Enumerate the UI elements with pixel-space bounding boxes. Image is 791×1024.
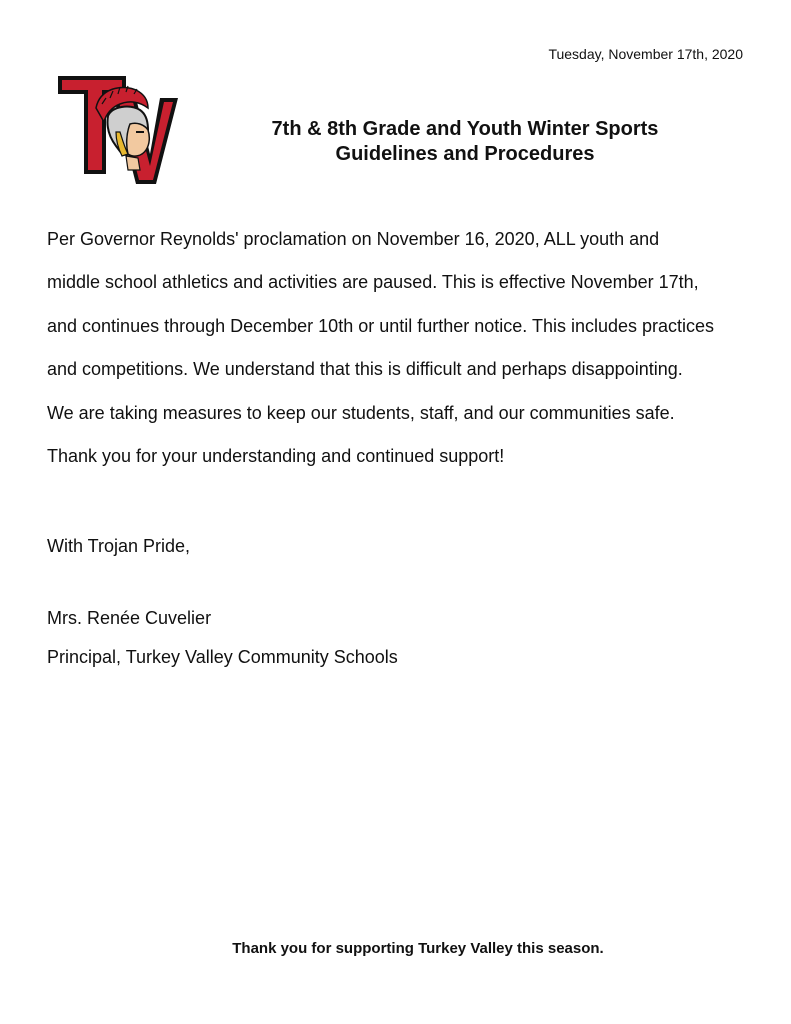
footer-note: Thank you for supporting Turkey Valley this season. bbox=[232, 940, 604, 957]
title-line-1: 7th & 8th Grade and Youth Winter Sports bbox=[271, 118, 659, 140]
body-line: and competitions. We understand that this is difficult and perhaps disappointing. bbox=[47, 359, 683, 380]
signer-title: Principal, Turkey Valley Community Schools bbox=[47, 647, 398, 667]
letter-body bbox=[47, 218, 752, 478]
body-line: middle school athletics and activities are paused. This is effective November 17th, bbox=[47, 272, 699, 293]
trojan-tv-logo-icon bbox=[56, 74, 180, 186]
body-line: and continues through December 10th or until further notice. This includes practices bbox=[47, 315, 715, 336]
letter-date: Tuesday, November 17th, 2020 bbox=[548, 46, 743, 62]
body-line: We are taking measures to keep our students, staff, and our communities safe. bbox=[47, 402, 675, 423]
title-line-2: Guidelines and Procedures bbox=[335, 143, 595, 165]
signer-name: Mrs. Renée Cuvelier bbox=[47, 608, 212, 628]
page-title bbox=[200, 117, 730, 167]
body-line: Thank you for your understanding and continued support! bbox=[47, 446, 505, 467]
letter-signoff: With Trojan Pride, bbox=[47, 536, 191, 556]
body-line: Per Governor Reynolds' proclamation on November 16, 2020, ALL youth and bbox=[47, 229, 660, 249]
